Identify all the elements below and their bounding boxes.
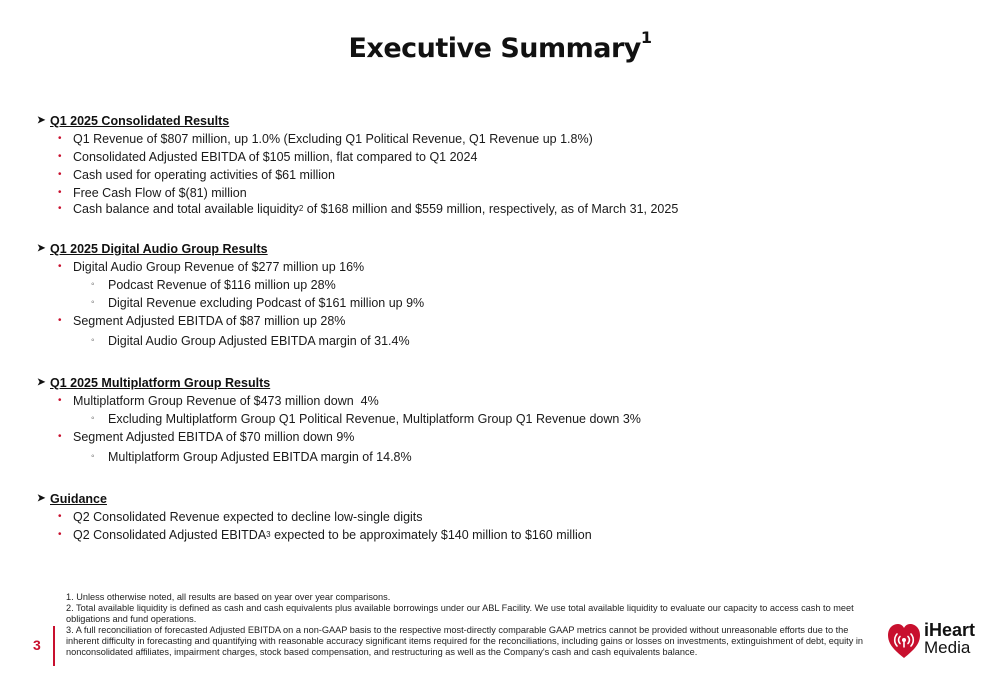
sub-bullet-icon: ◦ [91, 279, 95, 290]
bullet-text: Cash balance and total available liquidity [73, 202, 299, 216]
logo-line-1: iHeart [924, 620, 976, 640]
section-consolidated-results [37, 113, 940, 217]
bullet-text: Podcast Revenue of $116 million up 28% [108, 278, 336, 292]
section-digital-audio-results [37, 241, 940, 349]
bullet-text: Q2 Consolidated Adjusted EBITDA [73, 528, 267, 542]
bullet-item [40, 259, 940, 275]
footnote-2: 2. Total available liquidity is defined as cash and cash equivalents plus available borrowings under our ABL Facility. We use total available liquidity to evaluate our capacity to access cash to meet obligations and fund operations. [66, 603, 854, 624]
bullet-dot-icon: • [58, 169, 62, 180]
bullet-item [40, 185, 940, 201]
section-heading-text: Guidance [50, 492, 107, 506]
bullet-text: Segment Adjusted EBITDA of $87 million up 28% [73, 314, 346, 328]
bullet-item [40, 527, 940, 543]
section-heading-text: Q1 2025 Multiplatform Group Results [50, 376, 271, 390]
bullet-item [40, 509, 940, 525]
bullet-dot-icon: • [58, 187, 62, 198]
bullet-dot-icon: • [58, 511, 62, 522]
title-footnote-ref: 1 [640, 28, 652, 47]
bullet-dot-icon: • [58, 133, 62, 144]
bullet-item [40, 131, 940, 147]
bullet-text: of $168 million and $559 million, respectively, as of March 31, 2025 [303, 202, 679, 216]
bullet-text: Cash used for operating activities of $61 million [73, 168, 335, 182]
arrow-bullet-icon: ➤ [37, 115, 46, 126]
sub-bullet-item [40, 449, 940, 465]
bullet-text: Q1 Revenue of $807 million, up 1.0% (Excluding Q1 Political Revenue, Q1 Revenue up 1.8%) [73, 132, 593, 146]
bullet-text: expected to be approximately $140 million to $160 million [270, 528, 592, 542]
footnote-ref: 2 [298, 204, 304, 213]
section-heading [37, 113, 940, 129]
bullet-text: Multiplatform Group Adjusted EBITDA margin of 14.8% [108, 450, 412, 464]
section-heading [37, 241, 940, 257]
bullet-dot-icon: • [58, 203, 62, 214]
arrow-bullet-icon: ➤ [37, 243, 46, 254]
section-heading-text: Q1 2025 Consolidated Results [50, 114, 230, 128]
page-title-text: Executive Summary [348, 33, 641, 64]
bullet-text: Consolidated Adjusted EBITDA of $105 million, flat compared to Q1 2024 [73, 150, 478, 164]
sub-bullet-item [40, 295, 940, 311]
page-number-divider [53, 626, 55, 666]
sub-bullet-icon: ◦ [91, 451, 95, 462]
bullet-item [40, 201, 940, 217]
bullet-text: Digital Revenue excluding Podcast of $161 million up 9% [108, 296, 425, 310]
section-multiplatform-results [37, 375, 940, 465]
bullet-text: Multiplatform Group Revenue of $473 million down 4% [73, 394, 379, 408]
arrow-bullet-icon: ➤ [37, 493, 46, 504]
bullet-dot-icon: • [58, 315, 62, 326]
section-guidance [37, 491, 940, 543]
section-heading-text: Q1 2025 Digital Audio Group Results [50, 242, 268, 256]
bullet-dot-icon: • [58, 431, 62, 442]
section-heading [37, 375, 940, 391]
bullet-text: Excluding Multiplatform Group Q1 Political Revenue, Multiplatform Group Q1 Revenue down 3% [108, 412, 641, 426]
bullet-item [40, 149, 940, 165]
sub-bullet-item [40, 411, 940, 427]
summary-content [37, 113, 940, 543]
bullet-text: Segment Adjusted EBITDA of $70 million down 9% [73, 430, 355, 444]
sub-bullet-icon: ◦ [91, 335, 95, 346]
footnote-ref: 3 [266, 530, 271, 539]
bullet-dot-icon: • [58, 151, 62, 162]
footnote-1: 1. Unless otherwise noted, all results are based on year over year comparisons. [66, 592, 391, 602]
logo-line-2: Media [924, 638, 971, 657]
logo-wordmark [924, 622, 975, 656]
bullet-item [40, 393, 940, 409]
footnotes [66, 592, 866, 658]
bullet-text: Q2 Consolidated Revenue expected to decline low-single digits [73, 510, 423, 524]
bullet-text: Free Cash Flow of $(81) million [73, 186, 247, 200]
page-title [0, 28, 1000, 64]
bullet-text: Digital Audio Group Revenue of $277 million up 16% [73, 260, 365, 274]
bullet-item [40, 313, 940, 329]
sub-bullet-item [40, 333, 940, 349]
bullet-item [40, 167, 940, 183]
section-heading [37, 491, 940, 507]
bullet-dot-icon: • [58, 529, 62, 540]
bullet-item [40, 429, 940, 445]
sub-bullet-icon: ◦ [91, 413, 95, 424]
sub-bullet-icon: ◦ [91, 297, 95, 308]
bullet-dot-icon: • [58, 395, 62, 406]
footnote-3: 3. A full reconciliation of forecasted Adjusted EBITDA on a non-GAAP basis to the respective most-directly comparable GAAP metrics cannot be provided without unreasonable efforts due to the inherent difficulty in forecasting and quantifying with reasonable accuracy significant items required for the reconciliations, including gains or losses on investments, extinguishment of debt, equity in nonconsolidated affiliates, impairment charges, stock based compensation, and restructuring as well as the Company's cash and cash equivalents balance. [66, 625, 864, 657]
page-number: 3 [33, 637, 41, 653]
bullet-text: Digital Audio Group Adjusted EBITDA margin of 31.4% [108, 334, 410, 348]
arrow-bullet-icon: ➤ [37, 377, 46, 388]
sub-bullet-item [40, 277, 940, 293]
bullet-dot-icon: • [58, 261, 62, 272]
